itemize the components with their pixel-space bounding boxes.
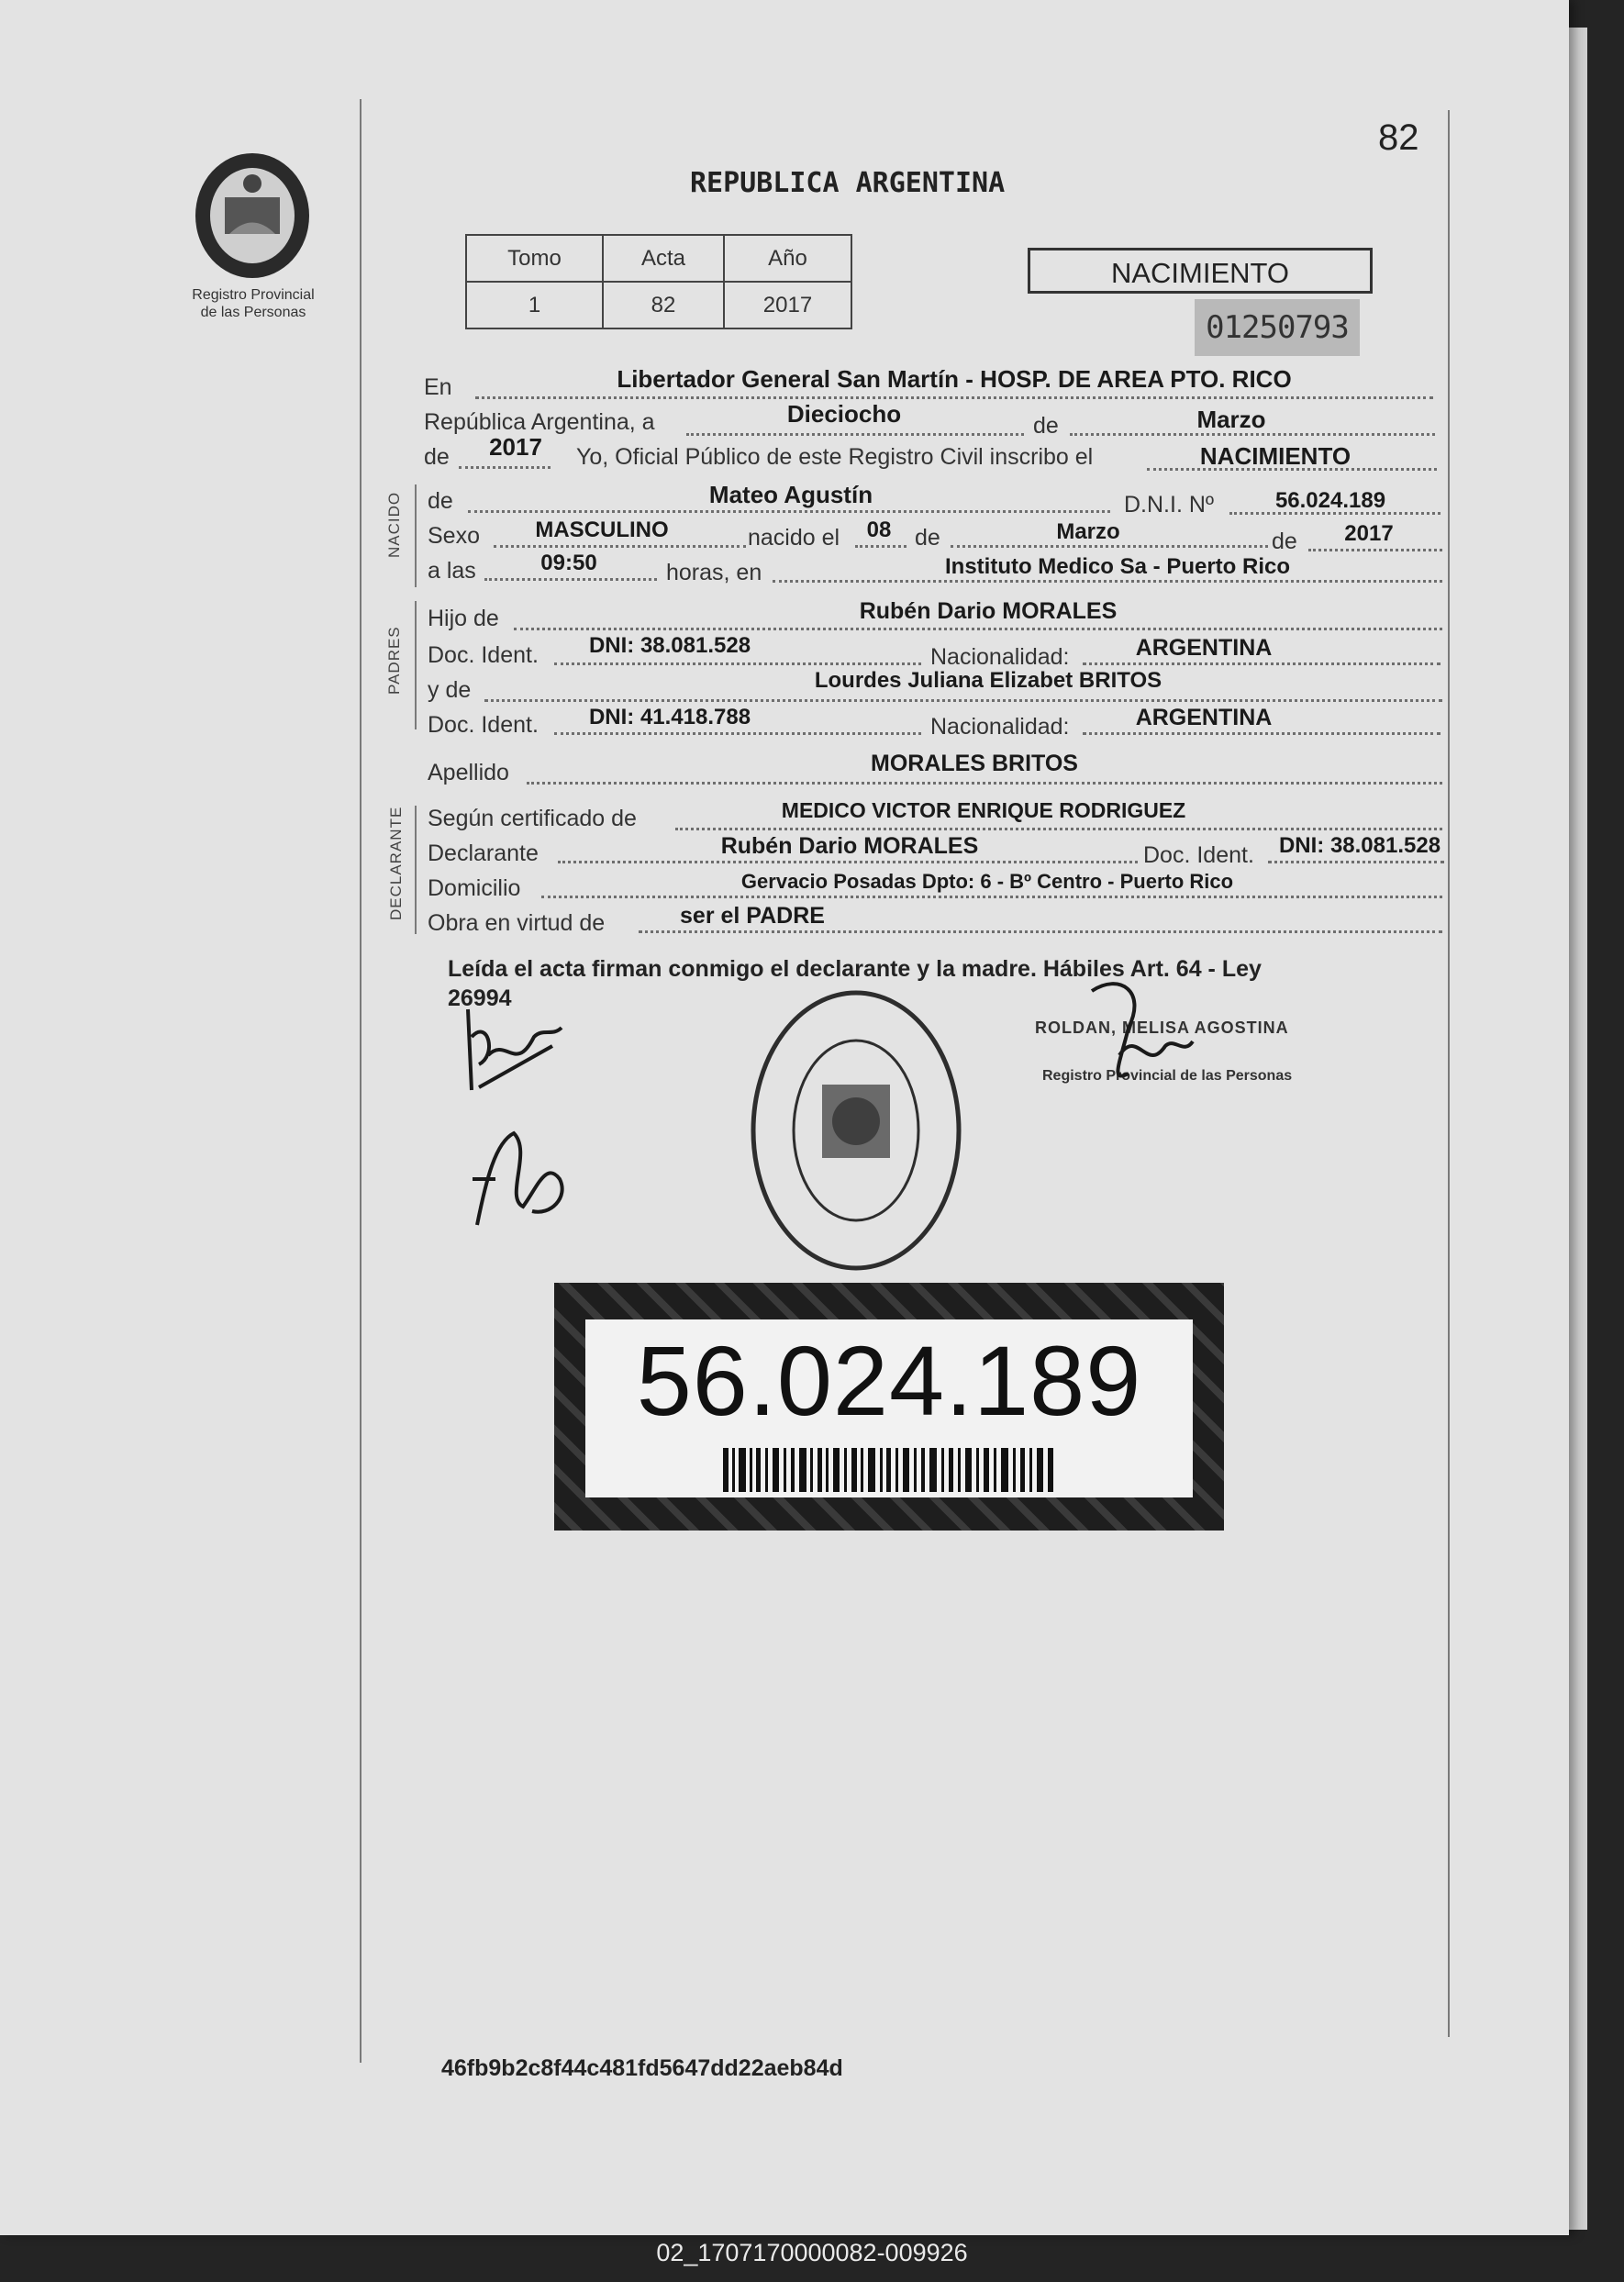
side-label-declarante: DECLARANTE bbox=[387, 806, 405, 920]
barcode-inner bbox=[585, 1319, 1193, 1497]
dots-padre-nac bbox=[1083, 662, 1440, 665]
closing-line-2: 26994 bbox=[448, 985, 512, 1011]
barcode-bars bbox=[723, 1448, 1055, 1492]
label-domicilio: Domicilio bbox=[428, 875, 521, 901]
value-declarante-doc: DNI: 38.081.528 bbox=[1278, 833, 1441, 858]
label-doc-ident-declarante: Doc. Ident. bbox=[1143, 842, 1254, 868]
label-a-las: a las bbox=[428, 558, 476, 584]
dots-lugar-nac bbox=[773, 580, 1442, 583]
dots-domicilio bbox=[541, 896, 1442, 898]
value-lugar-nac: Instituto Medico Sa - Puerto Rico bbox=[944, 554, 1291, 579]
value-nac-anio: 2017 bbox=[1344, 521, 1394, 546]
value-mes: Marzo bbox=[1196, 406, 1266, 433]
value-dni: 56.024.189 bbox=[1274, 488, 1386, 513]
label-declarante: Declarante bbox=[428, 840, 539, 866]
value-nac-dia: 08 bbox=[866, 518, 892, 542]
label-doc-ident-padre: Doc. Ident. bbox=[428, 642, 539, 668]
dots-nac-anio bbox=[1308, 549, 1442, 551]
dots-nac-mes bbox=[951, 545, 1268, 548]
label-apellido: Apellido bbox=[428, 760, 509, 785]
dots-apellido bbox=[527, 782, 1442, 785]
label-nacionalidad-padre: Nacionalidad: bbox=[930, 644, 1070, 670]
dots-nac-dia bbox=[855, 545, 907, 548]
right-margin-line bbox=[1448, 110, 1450, 2037]
label-segun: Según certificado de bbox=[428, 806, 637, 831]
dots-madre bbox=[484, 699, 1442, 702]
value-padre-nac: ARGENTINA bbox=[1135, 635, 1273, 661]
dots-hora bbox=[484, 578, 657, 581]
province-seal bbox=[184, 147, 321, 284]
seal-caption-line2: de las Personas bbox=[200, 305, 306, 320]
value-sexo: MASCULINO bbox=[535, 518, 669, 542]
dots-padre-doc bbox=[554, 662, 921, 665]
left-margin-line bbox=[360, 99, 362, 2063]
value-madre: Lourdes Juliana Elizabet BRITOS bbox=[814, 668, 1162, 693]
value-domicilio: Gervacio Posadas Dpto: 6 - Bº Centro - Puerto Rico bbox=[740, 870, 1234, 893]
dots-sexo bbox=[494, 545, 746, 548]
serial-number: 01250793 bbox=[1195, 299, 1360, 356]
dots-lugar bbox=[475, 396, 1433, 399]
file-identifier: 02_1707170000082-009926 bbox=[656, 2239, 968, 2266]
label-de-anio: de bbox=[424, 444, 450, 470]
mother-signature bbox=[459, 1124, 578, 1234]
official-stamp bbox=[741, 984, 971, 1277]
value-padre-doc: DNI: 38.081.528 bbox=[588, 633, 751, 658]
side-label-padres: PADRES bbox=[385, 626, 403, 695]
seal-caption-line1: Registro Provincial bbox=[192, 287, 315, 303]
label-sexo: Sexo bbox=[428, 523, 480, 549]
label-hijo-de: Hijo de bbox=[428, 606, 499, 631]
value-dia: Dieciocho bbox=[786, 400, 902, 428]
declarante-section-line bbox=[415, 806, 417, 934]
dots-anio bbox=[459, 466, 551, 469]
label-republica: República Argentina, a bbox=[424, 409, 655, 435]
official-signature bbox=[1083, 973, 1211, 1092]
label-en: En bbox=[424, 374, 452, 400]
closing-line-1: Leída el acta firman conmigo el declarante y la madre. Hábiles Art. 64 - Ley bbox=[448, 956, 1262, 982]
official-name: ROLDAN, MELISA AGOSTINA bbox=[1035, 1019, 1289, 1037]
value-madre-doc: DNI: 41.418.788 bbox=[588, 705, 751, 729]
country-title: REPUBLICA ARGENTINA bbox=[690, 167, 1006, 199]
anio-header: Año bbox=[724, 235, 851, 282]
label-de-nac-anio: de bbox=[1272, 529, 1297, 554]
tomo-value: 1 bbox=[466, 282, 603, 328]
value-declarante: Rubén Dario MORALES bbox=[720, 833, 979, 859]
dots-madre-doc bbox=[554, 732, 921, 735]
dots-dia bbox=[686, 433, 1024, 436]
dots-madre-nac bbox=[1083, 732, 1440, 735]
tomo-header: Tomo bbox=[466, 235, 603, 282]
label-horas-en: horas, en bbox=[666, 560, 762, 585]
label-doc-ident-madre: Doc. Ident. bbox=[428, 712, 539, 738]
label-de-mes: de bbox=[1033, 413, 1059, 439]
anio-value: 2017 bbox=[724, 282, 851, 328]
declarant-signature bbox=[451, 1000, 580, 1101]
label-yo: Yo, Oficial Público de este Registro Civil inscribo el bbox=[576, 444, 1094, 470]
value-hora: 09:50 bbox=[540, 551, 597, 575]
label-dni: D.N.I. Nº bbox=[1124, 492, 1215, 518]
label-y-de: y de bbox=[428, 677, 472, 703]
value-lugar: Libertador General San Martín - HOSP. DE AREA PTO. RICO bbox=[617, 365, 1292, 393]
label-de-nac-mes: de bbox=[915, 525, 940, 551]
dots-declarante bbox=[558, 861, 1138, 863]
label-de-nombre: de bbox=[428, 488, 453, 514]
value-apellido: MORALES BRITOS bbox=[871, 751, 1078, 776]
side-label-nacido: NACIDO bbox=[385, 491, 403, 558]
value-obra: ser el PADRE bbox=[680, 903, 825, 929]
label-nacionalidad-madre: Nacionalidad: bbox=[930, 714, 1070, 740]
barcode-label bbox=[554, 1283, 1224, 1531]
value-nac-mes: Marzo bbox=[1056, 519, 1120, 544]
acta-value: 82 bbox=[603, 282, 724, 328]
page-number: 82 bbox=[1378, 117, 1419, 158]
official-office: Registro Provincial de las Personas bbox=[1042, 1068, 1293, 1084]
dots-nombre bbox=[468, 510, 1110, 513]
value-nombre: Mateo Agustín bbox=[708, 481, 873, 508]
certificate-type: NACIMIENTO bbox=[1028, 248, 1373, 294]
record-table bbox=[465, 234, 852, 329]
value-inscribe: NACIMIENTO bbox=[1199, 442, 1351, 470]
nacido-section-line bbox=[415, 484, 417, 587]
dots-padre bbox=[514, 628, 1442, 630]
dots-certificado bbox=[675, 828, 1442, 830]
document-hash: 46fb9b2c8f44c481fd5647dd22aeb84d bbox=[441, 2055, 843, 2081]
value-padre: Rubén Dario MORALES bbox=[859, 598, 1118, 624]
acta-header: Acta bbox=[603, 235, 724, 282]
barcode-number: 56.024.189 bbox=[636, 1325, 1142, 1436]
padres-section-line bbox=[415, 601, 417, 729]
label-nacido-el: nacido el bbox=[748, 525, 840, 551]
value-certificado: MEDICO VICTOR ENRIQUE RODRIGUEZ bbox=[781, 798, 1186, 822]
seal-caption bbox=[171, 286, 336, 321]
dots-declarante-doc bbox=[1268, 861, 1444, 863]
label-obra: Obra en virtud de bbox=[428, 910, 606, 936]
value-anio: 2017 bbox=[489, 433, 542, 461]
value-madre-nac: ARGENTINA bbox=[1135, 705, 1273, 730]
dots-obra bbox=[639, 930, 1442, 933]
